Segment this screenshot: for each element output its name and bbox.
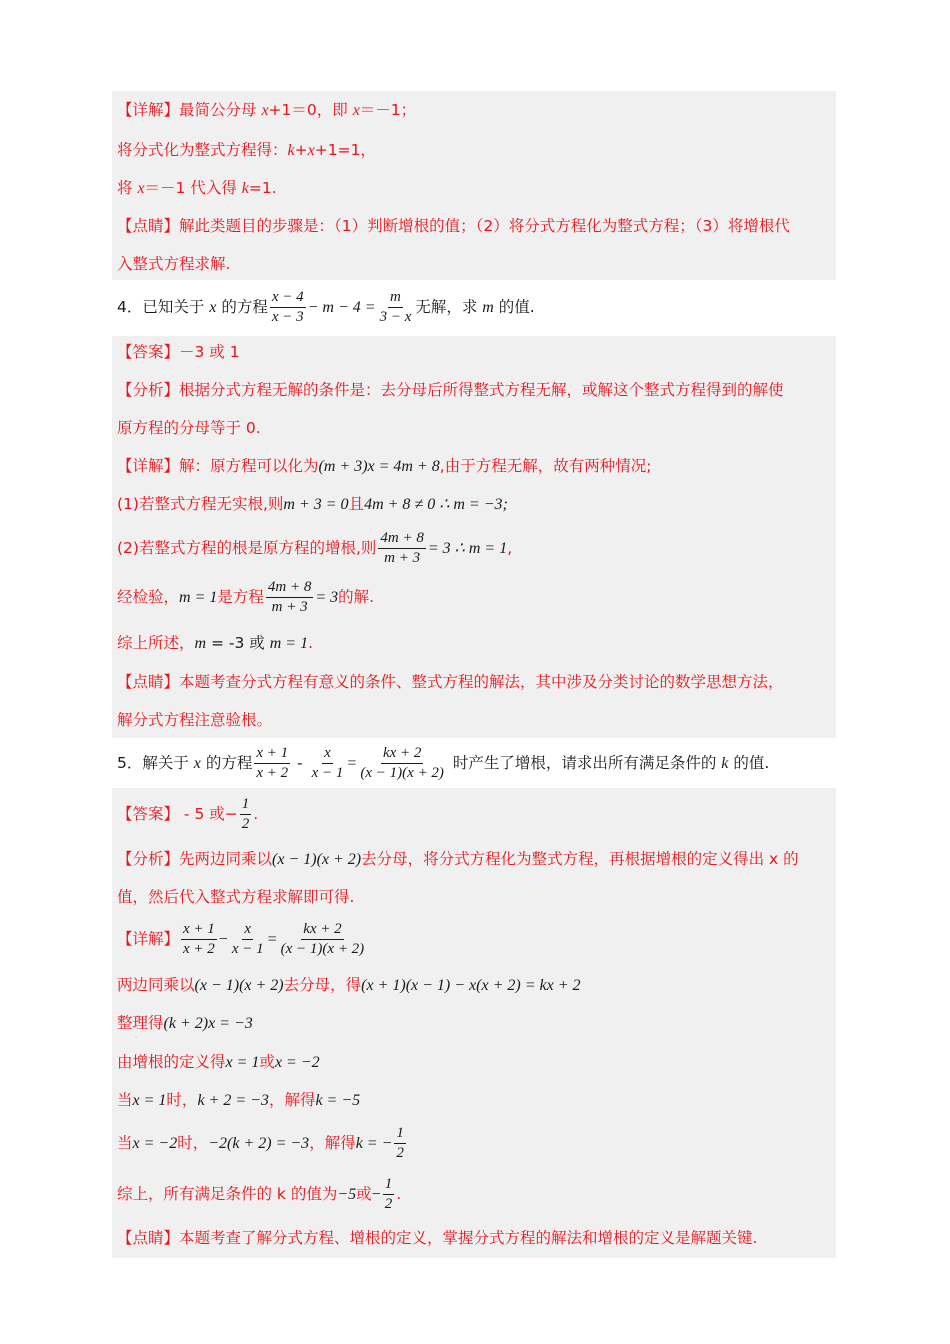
fraction: $\frac{x + 1}{x + 2}$ — [256, 745, 289, 781]
conclusion-line: 综上，所有满足条件的 k 的值为−5或− $\frac{1}{2}$ . — [117, 1176, 402, 1212]
summary-line: 综上所述，m = -3 或 m = 1. — [117, 634, 314, 652]
fraction: $\frac{4m + 8}{m + 3}$ — [380, 530, 424, 566]
fraction: $\frac{1}{2}$ — [241, 796, 250, 832]
detail-line: 【详解】解：原方程可以化为(m + 3)x = 4m + 8,由于方程无解，故有两种情况; — [117, 457, 652, 475]
fraction: $\frac{4m + 8}{m + 3}$ — [267, 579, 312, 615]
fraction: $\frac{x}{x - 1}$ — [231, 921, 264, 957]
comment-line: 解分式方程注意验根。 — [117, 711, 273, 729]
case-2-line: (2)若整式方程的根是原方程的增根,则 $\frac{4m + 8}{m + 3}$ = 3 ∴ m = 1, — [117, 530, 513, 566]
fraction: $\frac{m}{3 - x}$ — [379, 289, 412, 325]
detail-step: 将 x＝－1 代入得 k=1. — [117, 179, 277, 197]
fraction: $\frac{x - 4}{x - 3}$ — [271, 289, 304, 325]
answer-line: 【答案】 - 5 或− $\frac{1}{2}$ . — [117, 796, 259, 832]
simplify-line: 整理得(k + 2)x = −3 — [117, 1014, 253, 1032]
detail-line: 【详解】最简公分母 x+1＝0，即 x＝－1； — [117, 101, 417, 119]
analysis-line: 【分析】先两边同乘以(x − 1)(x + 2)去分母，将分式方程化为整式方程，再根据增根的定义得出 x 的 — [117, 850, 799, 868]
case-1-line: 当x = 1时，k + 2 = −3，解得k = −5 — [117, 1091, 361, 1109]
multiply-line: 两边同乘以(x − 1)(x + 2)去分母，得(x + 1)(x − 1) − x(x + 2) = kx + 2 — [117, 976, 581, 994]
question-5-stem: 5．解关于 x 的方程 $\frac{x + 1}{x + 2}$ - $\frac{x}{x - 1}$ = $\frac{kx + 2}{(x - 1)(x + 2)}$ 时产生了增根，请求出所有满足条件的 k 的值. — [117, 745, 770, 781]
answer-line: 【答案】－3 或 1 — [117, 343, 240, 361]
fraction: $\frac{kx + 2}{(x - 1)(x + 2)}$ — [360, 745, 444, 781]
fraction: $\frac{x}{x - 1}$ — [311, 745, 344, 781]
analysis-line: 【分析】根据分式方程无解的条件是：去分母后所得整式方程无解，或解这个整式方程得到的解使 — [117, 381, 784, 399]
case-2-line: 当x = −2时，−2(k + 2) = −3，解得k = − $\frac{1}{2}$ — [117, 1125, 404, 1161]
analysis-line: 原方程的分母等于 0. — [117, 419, 261, 437]
fraction: $\frac{1}{2}$ — [396, 1125, 404, 1161]
analysis-line: 值，然后代入整式方程求解即可得. — [117, 888, 355, 906]
definition-line: 由增根的定义得x = 1或x = −2 — [117, 1053, 320, 1071]
case-1-line: (1)若整式方程无实根,则m + 3 = 0且4m + 8 ≠ 0 ∴ m = −3; — [117, 495, 508, 513]
detail-step: 将分式化为整式方程得：k+x+1=1， — [117, 141, 376, 159]
fraction: $\frac{kx + 2}{(x - 1)(x + 2)}$ — [280, 921, 365, 957]
comment-line: 入整式方程求解. — [117, 255, 231, 273]
check-line: 经检验，m = 1是方程 $\frac{4m + 8}{m + 3}$ = 3的解. — [117, 579, 375, 615]
question-4-stem: 4．已知关于 x 的方程 $\frac{x - 4}{x - 3}$ − m − 4 = $\frac{m}{3 - x}$ 无解，求 m 的值. — [117, 289, 535, 325]
comment-line: 【点睛】本题考查分式方程有意义的条件、整式方程的解法，其中涉及分类讨论的数学思想方法， — [117, 673, 784, 691]
fraction: $\frac{x + 1}{x + 2}$ — [183, 921, 215, 957]
comment-line: 【点睛】解此类题目的步骤是：（1）判断增根的值；（2）将分式方程化为整式方程；（3）将增根代 — [117, 217, 790, 235]
detail-line: 【详解】 $\frac{x + 1}{x + 2}$ − $\frac{x}{x - 1}$ = $\frac{kx + 2}{(x - 1)(x + 2)}$ — [117, 921, 365, 957]
fraction: $\frac{1}{2}$ — [384, 1176, 393, 1212]
comment-line: 【点睛】本题考查了解分式方程、增根的定义，掌握分式方程的解法和增根的定义是解题关键. — [117, 1229, 758, 1247]
